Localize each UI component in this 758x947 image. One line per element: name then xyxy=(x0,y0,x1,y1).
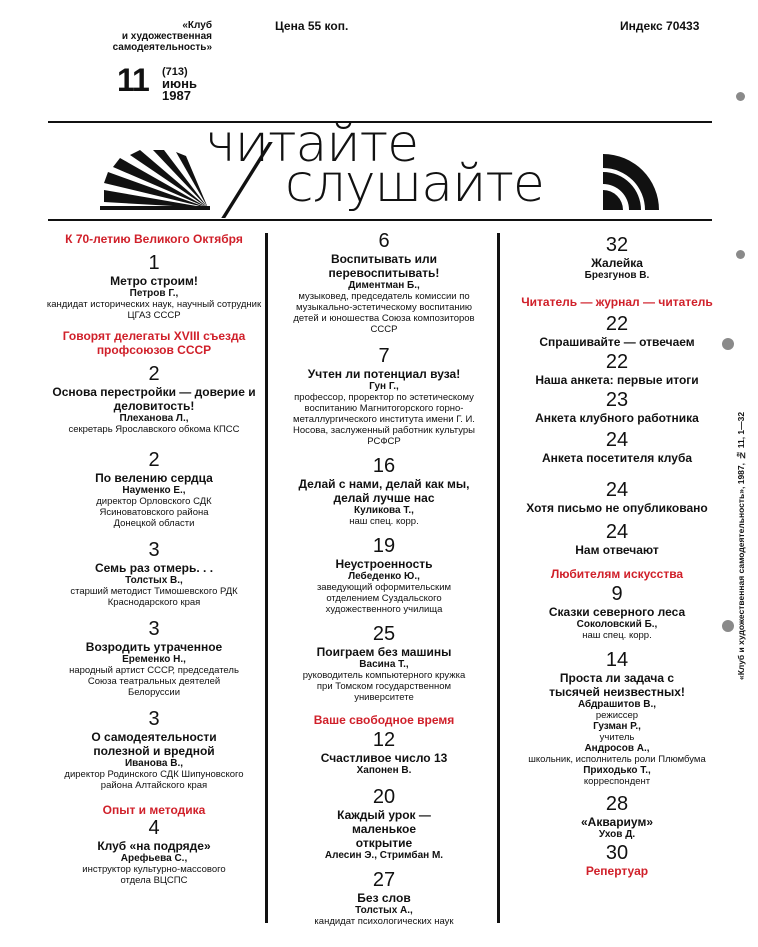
contents-entry[interactable] xyxy=(506,234,728,281)
issue-meta xyxy=(162,66,197,102)
contents-entry[interactable] xyxy=(506,351,728,387)
record-quarter-icon xyxy=(575,150,665,212)
author-description: директор Орловского СДК Ясиноватовского района Донецкой области xyxy=(96,496,212,529)
article-title: Наша анкета: первые итоги xyxy=(535,373,699,387)
article-author: Петров Г., xyxy=(129,288,179,299)
author-description: директор Родинского СДК Шипуновского района Алтайского края xyxy=(64,769,244,791)
article-title: Сказки северного леса xyxy=(548,605,686,619)
author-description: народный артист СССР, председатель Союза театральных деятелей Белоруссии xyxy=(69,665,239,698)
article-author: Соколовский Б., xyxy=(576,619,658,630)
article-author: Ухов Д. xyxy=(598,829,636,840)
article-author: Толстых В., xyxy=(125,575,183,586)
issue-year: 1987 xyxy=(162,88,191,103)
article-title: Клуб «на подряде» xyxy=(97,839,211,853)
article-title: Учтен ли потенциал вуза! xyxy=(307,367,461,381)
article-author: Гун Г., xyxy=(369,381,399,392)
binder-hole xyxy=(722,338,734,350)
article-title: Анкета клубного работника xyxy=(535,411,699,425)
contents-entry[interactable] xyxy=(274,345,494,447)
contents-column-2 xyxy=(274,230,494,935)
logo-listen: слушайте xyxy=(285,154,544,214)
author-description: инструктор культурно-массового отдела ВЦСПС xyxy=(82,864,226,886)
contents-entry[interactable] xyxy=(506,842,728,878)
contents-column-3 xyxy=(506,230,728,878)
author-description: старший методист Тимошевского РДК Краснодарского края xyxy=(70,586,238,608)
page-number: 22 xyxy=(605,313,629,335)
article-title: Возродить утраченное xyxy=(85,640,223,654)
article-title: Делай с нами, делай как мы, делай лучше нас xyxy=(298,477,470,505)
article-title: Нам отвечают xyxy=(575,543,659,557)
article-author: Абдрашитов В., xyxy=(577,699,657,710)
magazine-name-line: и художественная xyxy=(121,31,212,42)
author-description: профессор, проректор по эстетическому воспитанию Магнитогорского горно-металлургического института имени Г. И. Носова, заслуженный работник культуры РСФСР xyxy=(292,392,476,447)
author-description: учитель xyxy=(599,732,635,743)
vertical-imprint: «Клуб и художественная самодеятельность», 1987, № 11, 1—32 xyxy=(736,411,746,680)
page-number: 12 xyxy=(372,729,396,751)
contents-entry[interactable] xyxy=(274,623,494,703)
contents-entry[interactable] xyxy=(506,793,728,840)
page-number: 27 xyxy=(372,869,396,891)
page-number: 2 xyxy=(148,363,160,385)
page-number: 20 xyxy=(372,786,396,808)
contents-entry[interactable] xyxy=(506,479,728,515)
article-author: Толстых А., xyxy=(355,905,413,916)
contents-entry[interactable] xyxy=(274,455,494,527)
article-author: Васина Т., xyxy=(359,659,409,670)
contents-entry[interactable] xyxy=(45,449,263,529)
page-number: 23 xyxy=(605,389,629,411)
contents-entry[interactable] xyxy=(45,708,263,791)
page-number: 3 xyxy=(148,539,160,561)
bottom-logo-rule xyxy=(48,219,712,221)
article-title: Хотя письмо не опубликовано xyxy=(526,501,708,515)
article-author: Андросов А., xyxy=(584,743,650,754)
contents-entry[interactable] xyxy=(506,649,728,787)
article-author: Науменко Е., xyxy=(122,485,186,496)
section-heading: К 70-летию Великого Октября xyxy=(65,232,243,246)
article-author: Алесин Э., Стримбан М. xyxy=(324,850,444,861)
article-title: Основа перестройки — доверие и деловитость! xyxy=(52,385,256,413)
contents-entry[interactable] xyxy=(45,817,263,886)
article-title: Без слов xyxy=(357,891,411,905)
author-description: режиссер xyxy=(595,710,639,721)
binder-hole xyxy=(736,250,745,259)
article-author: Плеханова Л., xyxy=(119,413,189,424)
section-heading: Говорят делегаты XVIII съезда профсоюзов СССР xyxy=(62,329,246,357)
contents-column-1 xyxy=(45,230,263,894)
author-description: кандидат психологических наук xyxy=(314,916,454,927)
page-number: 3 xyxy=(148,618,160,640)
contents-entry[interactable] xyxy=(274,729,494,776)
page-number: 22 xyxy=(605,351,629,373)
page-number: 24 xyxy=(605,479,629,501)
contents-entry[interactable] xyxy=(45,539,263,608)
contents-entry[interactable] xyxy=(506,521,728,557)
magazine-name xyxy=(52,20,212,53)
article-title: Проста ли задача с тысячей неизвестных! xyxy=(549,671,685,699)
page-number: 2 xyxy=(148,449,160,471)
logo-read: читайте xyxy=(205,114,419,174)
page-number: 4 xyxy=(148,817,160,839)
issue-number: 11 xyxy=(117,62,149,98)
sunburst-left-icon xyxy=(100,150,220,210)
contents-entry[interactable] xyxy=(45,618,263,698)
page-number: 14 xyxy=(605,649,629,671)
section-heading: Опыт и методика xyxy=(102,803,206,817)
author-description: корреспондент xyxy=(583,776,651,787)
section-heading: Репертуар xyxy=(585,864,649,878)
page-number: 7 xyxy=(378,345,390,367)
article-author: Гузман Р., xyxy=(593,721,641,732)
section-heading: Читатель — журнал — читатель xyxy=(521,295,713,309)
page-number: 28 xyxy=(605,793,629,815)
article-title: «Аквариум» xyxy=(580,815,653,829)
issue-total: (713) xyxy=(162,66,188,78)
page-number: 24 xyxy=(605,521,629,543)
article-title: Неустроенность xyxy=(335,557,433,571)
page-number: 30 xyxy=(605,842,629,864)
contents-entry[interactable] xyxy=(506,389,728,425)
article-title: Поиграем без машины xyxy=(316,645,452,659)
contents-entry[interactable] xyxy=(45,363,263,435)
article-title: Спрашивайте — отвечаем xyxy=(539,335,695,349)
author-description: заведующий оформительским отделением Суздальского художественного училища xyxy=(316,582,452,615)
author-description: руководитель компьютерного кружка при Томском государственном университете xyxy=(302,670,466,703)
column-divider xyxy=(265,233,268,923)
author-description: школьник, исполнитель роли Плюмбума xyxy=(528,754,706,765)
article-title: Анкета посетителя клуба xyxy=(541,451,693,465)
section-heading: Любителям искусства xyxy=(550,567,684,581)
article-title: Каждый урок — маленькое открытие xyxy=(337,808,431,850)
binder-hole xyxy=(722,620,734,632)
author-description: кандидат исторических наук, научный сотрудник ЦГАЗ СССР xyxy=(46,299,262,321)
contents-entry[interactable] xyxy=(506,313,728,349)
page-number: 16 xyxy=(372,455,396,477)
contents-entry[interactable] xyxy=(506,583,728,641)
page-number: 19 xyxy=(372,535,396,557)
article-author: Брезгунов В. xyxy=(584,270,650,281)
contents-entry[interactable] xyxy=(506,429,728,465)
page-number: 1 xyxy=(148,252,160,274)
author-description: музыковед, председатель комиссии по музыкально-эстетическому воспитанию детей и юношества Союза композиторов СССР xyxy=(293,291,475,335)
page-number: 9 xyxy=(611,583,623,605)
author-description: наш спец. корр. xyxy=(349,516,419,527)
author-description: секретарь Ярославского обкома КПСС xyxy=(68,424,240,435)
subscription-index: Индекс 70433 xyxy=(620,19,700,33)
page-number: 32 xyxy=(605,234,629,256)
page-number: 3 xyxy=(148,708,160,730)
article-author: Арефьева С., xyxy=(120,853,188,864)
contents-entry[interactable] xyxy=(45,252,263,321)
issue-month: июнь xyxy=(162,76,197,91)
author-description: наш спец. корр. xyxy=(582,630,652,641)
article-title: По велению сердца xyxy=(95,471,213,485)
article-title: Воспитывать или перевоспитывать! xyxy=(328,252,440,280)
article-title: Семь раз отмерь. . . xyxy=(94,561,214,575)
page-number: 6 xyxy=(378,230,390,252)
article-author: Иванова В., xyxy=(124,758,184,769)
contents-entry[interactable] xyxy=(274,869,494,927)
article-author: Лебеденко Ю., xyxy=(348,571,420,582)
article-author: Приходько Т., xyxy=(583,765,651,776)
price: Цена 55 коп. xyxy=(275,19,349,33)
magazine-name-line: «Клуб xyxy=(182,20,212,31)
section-heading: Ваше свободное время xyxy=(313,713,455,727)
contents-entry[interactable] xyxy=(274,535,494,615)
article-author: Хапонен В. xyxy=(356,765,412,776)
contents-entry[interactable] xyxy=(274,230,494,335)
article-author: Диментман Б., xyxy=(348,280,420,291)
magazine-name-line: самодеятельность» xyxy=(112,42,212,53)
contents-entry[interactable] xyxy=(274,786,494,861)
article-author: Куликова Т., xyxy=(354,505,414,516)
article-author: Еременко Н., xyxy=(122,654,186,665)
article-title: Метро строим! xyxy=(110,274,198,288)
binder-hole xyxy=(736,92,745,101)
page-number: 24 xyxy=(605,429,629,451)
column-divider xyxy=(497,233,500,923)
article-title: Жалейка xyxy=(591,256,643,270)
article-title: Счастливое число 13 xyxy=(320,751,448,765)
page-number: 25 xyxy=(372,623,396,645)
article-title: О самодеятельности полезной и вредной xyxy=(91,730,217,758)
